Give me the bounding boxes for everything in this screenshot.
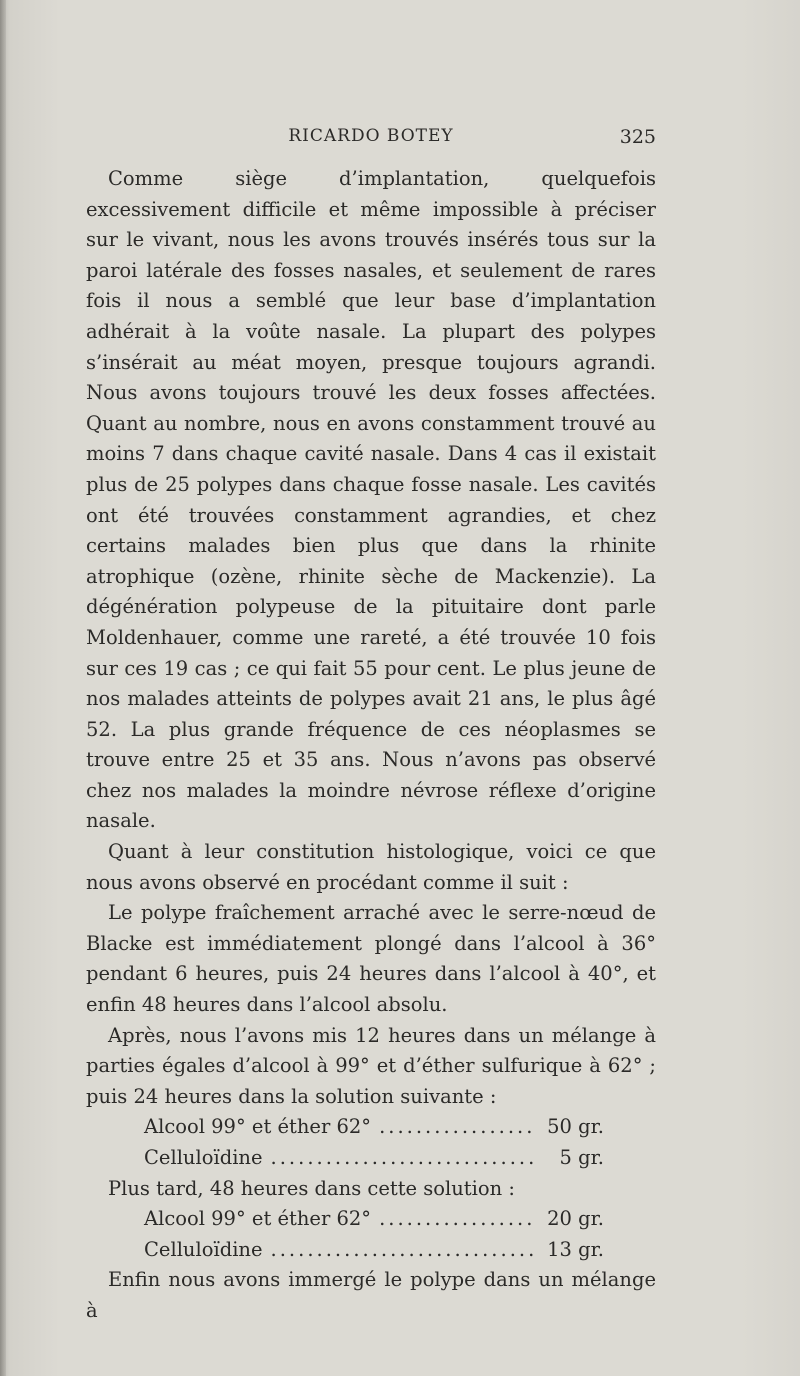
body-text (86, 164, 656, 1327)
leader-dots (379, 1112, 536, 1143)
recipe-quantity: 20 gr. (547, 1207, 604, 1231)
paragraph-alcohol-steps: Le polype fraîchement arraché avec le serre-nœud de Blacke est immédiatement plongé dans l’alcool à 36° pendant 6 heures, puis 24 heures dans l’alcool à 40°, et enfin 48 heures dans l’alcool absolu. (86, 901, 656, 1017)
recipe-first-solution (86, 1112, 656, 1173)
paragraph-final-line: Enfin nous avons immergé le polype dans un mélange à (86, 1268, 656, 1322)
recipe-quantity: 50 gr. (547, 1115, 604, 1139)
recipe-row (144, 1204, 604, 1235)
recipe-quantity: 5 gr. (559, 1146, 604, 1169)
recipe-quantity: 13 gr. (547, 1237, 604, 1261)
leader-dots (271, 1235, 536, 1266)
paragraph-histology-intro: Quant à leur constitution histologique, voici ce que nous avons observé en procédant comme il suit : (86, 840, 656, 894)
leader-dots (379, 1204, 536, 1235)
page-header (86, 126, 656, 154)
recipe-row (144, 1143, 604, 1174)
paragraph-implantation: Comme siège d’implantation, quelquefois excessivement difficile et même impossible à préciser sur le vivant, nous les avons trouvés insérés tous sur la paroi latérale des fosses nasales, et seulement de rares fois il nous a semblé que leur base d’implantation adhérait à la voûte nasale. La plupart des polypes s’insérait au méat moyen, presque toujours agrandi. Nous avons toujours trouvé les deux fosses affectées. Quant au nombre, nous en avons constamment trouvé au moins 7 dans chaque cavité nasale. Dans 4 cas il existait plus de 25 polypes dans chaque fosse nasale. Les cavités ont été trouvées constamment agrandies, et chez certains malades bien plus que dans la rhinite atrophique (ozène, rhinite sèche de Mackenzie). La dégénération polypeuse de la pituitaire dont parle Moldenhauer, comme une rareté, a été trouvée 10 fois sur ces 19 cas ; ce qui fait 55 pour cent. Le plus jeune de nos malades atteints de polypes avait 21 ans, le plus âgé 52. La plus grande fréquence de ces néoplasmes se trouve entre 25 et 35 ans. Nous n’avons pas observé chez nos malades la moindre névrose réflexe d’origine nasale. (86, 167, 656, 833)
recipe-row (144, 1235, 604, 1266)
recipe-ingredient: Alcool 99° et éther 62° (144, 1115, 372, 1139)
paragraph-later: Plus tard, 48 heures dans cette solution : (108, 1176, 515, 1200)
recipe-row (144, 1112, 604, 1143)
paragraph-ether-mixture: Après, nous l’avons mis 12 heures dans un mélange à parties égales d’alcool à 99° et d’éther sulfurique à 62° ; puis 24 heures dans la solution suivante : (86, 1023, 656, 1108)
recipe-second-solution (86, 1204, 656, 1265)
leader-dots (271, 1143, 536, 1174)
running-head: RICARDO BOTEY (288, 126, 454, 146)
recipe-ingredient: Alcool 99° et éther 62° (144, 1207, 372, 1231)
recipe-ingredient: Celluloïdine (144, 1237, 263, 1261)
page-binding-edge (0, 0, 6, 1376)
page-number: 325 (619, 126, 656, 148)
recipe-ingredient: Celluloïdine (144, 1146, 263, 1169)
